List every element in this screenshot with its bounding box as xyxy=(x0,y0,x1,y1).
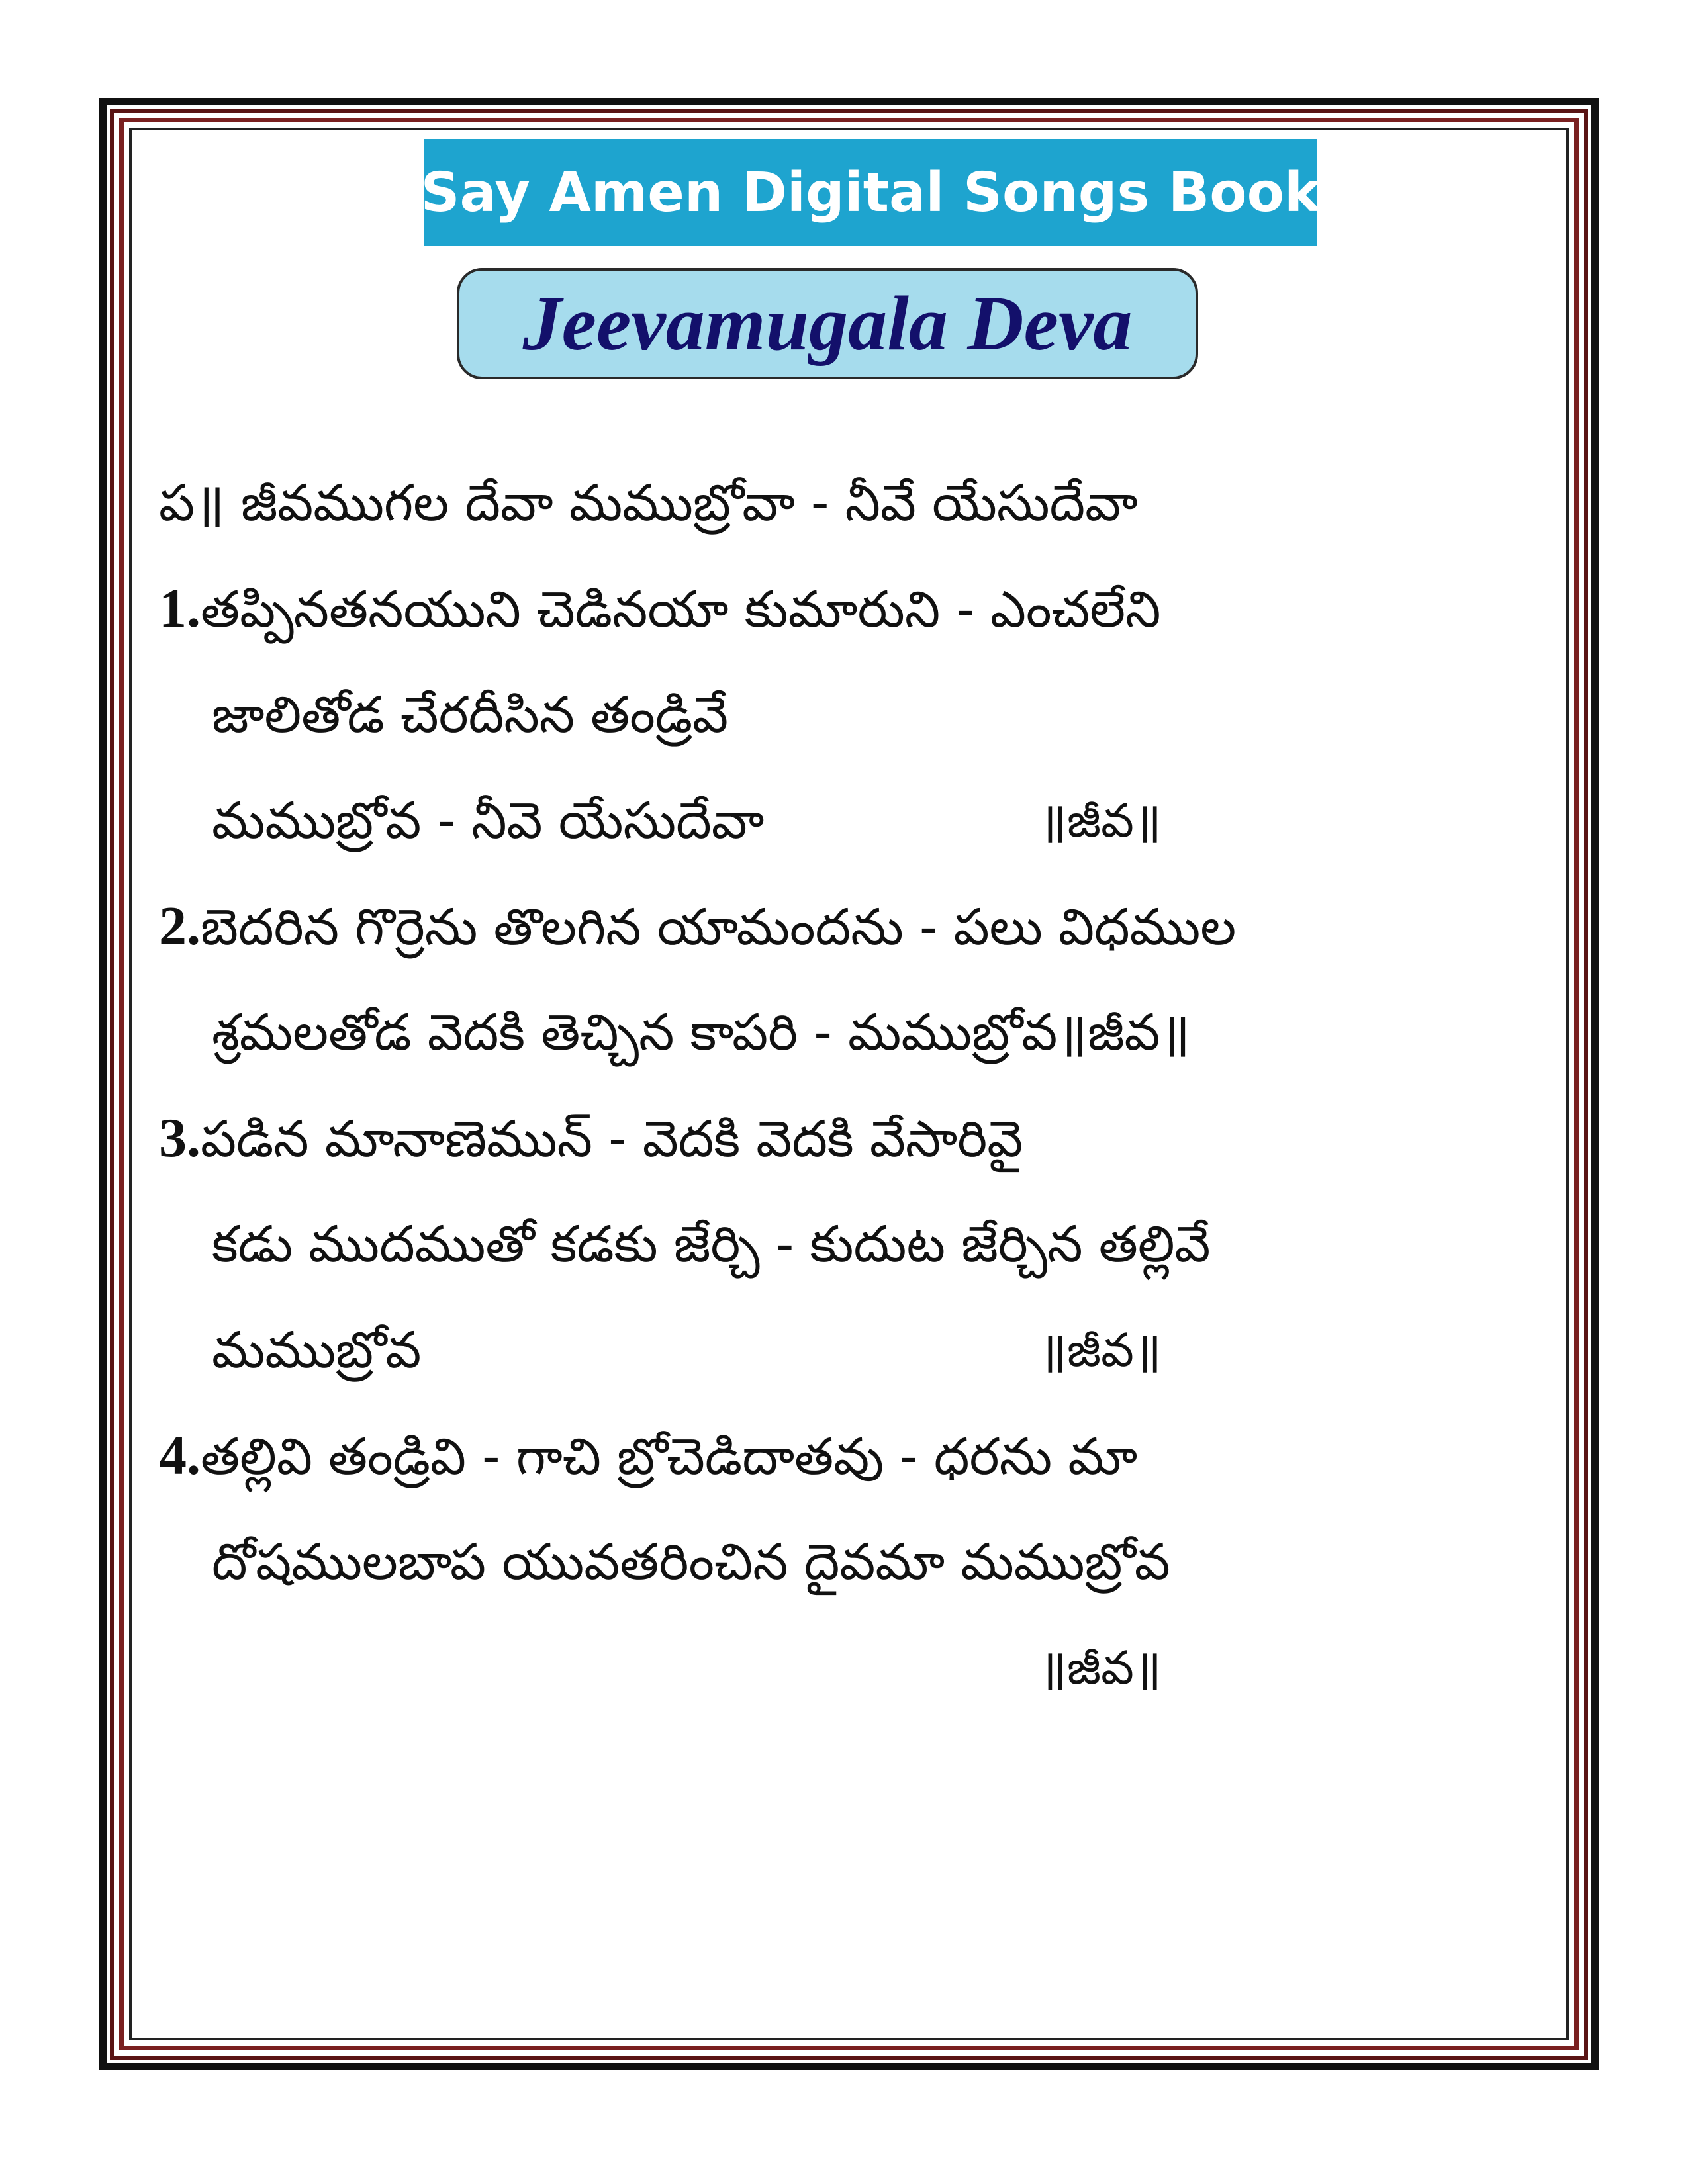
stanza-4-line-1-text: తల్లివి తండ్రివి - గాచి బ్రోచెడిదాతవు - ధరను మా xyxy=(201,1427,1138,1486)
stanza-3-line-2: కడు ముదముతో కడకు జేర్చి - కుదుట జేర్చిన తల్లివే xyxy=(212,1214,1211,1273)
stanza-1-line-3: మముబ్రోవ - నీవె యేసుదేవా xyxy=(212,791,765,850)
stanza-2-line-1 xyxy=(159,880,1236,973)
stanza-3-line-1 xyxy=(159,1092,1023,1185)
page-border-inner xyxy=(129,128,1569,2040)
stanza-4-number: 4. xyxy=(159,1425,201,1486)
stanza-2-line-2: శ్రమలతోడ వెదకి తెచ్చిన కాపరి - మముబ్రోవ॥జీవ॥ xyxy=(212,1003,1191,1062)
stanza-2-number: 2. xyxy=(159,895,201,957)
stanza-3-refrain: ॥జీవ॥ xyxy=(1039,1323,1162,1377)
stanza-4-line-1 xyxy=(159,1410,1137,1502)
stanza-1-line-1-text: తప్పినతనయుని చెడినయా కుమారుని - ఎంచలేని xyxy=(201,580,1161,639)
stanza-1-refrain: ॥జీవ॥ xyxy=(1039,794,1162,848)
song-title: Jeevamugala Deva xyxy=(522,280,1133,367)
stanza-4-refrain: ॥జీవ॥ xyxy=(1039,1641,1162,1695)
stanza-3-line-1-text: పడిన మానాణెమున్ - వెదకి వెదకి వేసారివై xyxy=(201,1109,1023,1168)
book-banner-text: Say Amen Digital Songs Book xyxy=(420,161,1321,224)
pallavi-line: ప॥ జీవముగల దేవా మముబ్రోవా - నీవే యేసుదేవా xyxy=(159,473,1138,532)
book-banner xyxy=(420,139,1321,246)
stanza-4-line-2: దోషములబాప యువతరించిన దైవమా మముబ్రోవ xyxy=(212,1532,1170,1591)
stanza-1-line-1 xyxy=(159,563,1160,655)
stanza-3-number: 3. xyxy=(159,1107,201,1169)
stanza-3-line-3: మముబ్రోవ xyxy=(212,1320,422,1379)
stanza-2-line-1-text: బెదరిన గొర్రెను తొలగిన యామందను - పలు విధముల xyxy=(201,897,1237,956)
song-title-box xyxy=(457,268,1198,379)
stanza-1-line-2: జాలితోడ చేరదీసిన తండ్రివే xyxy=(212,685,729,744)
stanza-1-number: 1. xyxy=(159,578,201,639)
